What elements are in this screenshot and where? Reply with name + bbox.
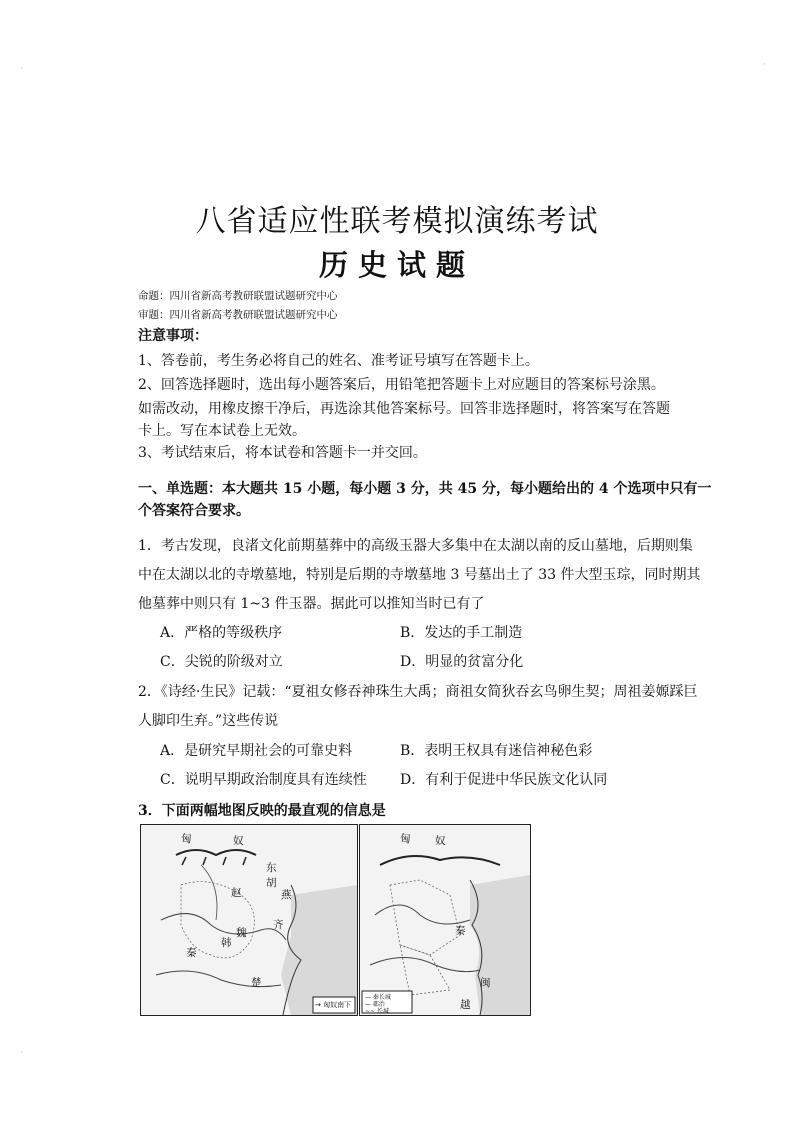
- map-label: 东: [266, 862, 277, 874]
- map-label: 齐: [273, 919, 284, 931]
- map-label: 奴: [233, 835, 244, 847]
- map-label: 越: [460, 999, 471, 1011]
- map-label: 韩: [221, 937, 232, 949]
- question-stem: 人脚印生弃。”这些传说: [138, 713, 279, 729]
- option-c[interactable]: C．说明早期政治制度具有连续性: [160, 772, 367, 788]
- option-b[interactable]: B．发达的手工制造: [400, 625, 523, 641]
- map-label: 赵: [231, 887, 242, 899]
- option-c[interactable]: C．尖锐的阶级对立: [160, 654, 283, 670]
- map-qin-dynasty: [359, 824, 531, 1016]
- notice-item: 2、回答选择题时，选出每小题答案后，用铅笔把答题卡上对应题目的答案标号涂黑。: [138, 377, 665, 393]
- map-label: 匈: [400, 833, 411, 845]
- notice-item: 1、答卷前，考生务必将自己的姓名、准考证号填写在答题卡上。: [138, 353, 539, 369]
- reviewer-line: 审题：四川省新高考教研联盟试题研究中心: [138, 309, 338, 321]
- scan-speck: ·: [20, 64, 23, 74]
- map-label: 燕: [281, 889, 292, 901]
- notice-item: 如需改动，用橡皮擦干净后，再选涂其他答案标号。回答非选择题时，将答案写在答题: [138, 401, 670, 417]
- notice-item: 卡上。写在本试卷上无效。: [138, 423, 306, 439]
- map-legend: — 郡治: [365, 1001, 385, 1008]
- map-label: 秦: [455, 925, 466, 937]
- map-label: 楚: [251, 977, 262, 989]
- map-right-graphic: [360, 825, 530, 1015]
- option-d[interactable]: D．明显的贫富分化: [400, 654, 524, 670]
- map-label: 奴: [435, 835, 446, 847]
- question-stem: 2．《诗经·生民》记载：“夏祖女修吞神珠生大禹；商祖女简狄吞玄鸟卵生契；周祖姜嫄踩巨: [138, 684, 698, 700]
- question-stem: 3．下面两幅地图反映的最直观的信息是: [138, 803, 386, 819]
- question-stem: 1．考古发现，良渚文化前期墓葬中的高级玉器大多集中在太湖以南的反山墓地，后期则集: [138, 538, 693, 554]
- map-legend: ~~ 长城: [365, 1008, 389, 1015]
- option-d[interactable]: D．有利于促进中华民族文化认同: [400, 772, 608, 788]
- map-left-graphic: [141, 825, 357, 1015]
- map-label: 闽: [480, 977, 491, 989]
- option-b[interactable]: B．表明王权具有迷信神秘色彩: [400, 743, 593, 759]
- setter-line: 命题：四川省新高考教研联盟试题研究中心: [138, 290, 338, 302]
- scan-speck: ·: [763, 60, 766, 70]
- map-label: 胡: [266, 877, 277, 889]
- option-a[interactable]: A．严格的等级秩序: [160, 625, 283, 641]
- section-heading: 一、单选题：本大题共 15 小题，每小题 3 分，共 45 分，每小题给出的 4 个选项中只有一: [138, 481, 712, 497]
- scan-speck: ·: [20, 1048, 23, 1058]
- section-heading-cont: 个答案符合要求。: [138, 503, 250, 519]
- option-a[interactable]: A．是研究早期社会的可靠史料: [160, 743, 353, 759]
- page-title: 八省适应性联考模拟演练考试: [195, 204, 599, 239]
- question-stem: 他墓葬中则只有 1~3 件玉器。据此可以推知当时已有了: [138, 596, 485, 612]
- notice-heading: 注意事项：: [138, 328, 208, 344]
- map-legend: → 匈奴南下: [315, 1001, 352, 1009]
- map-warring-states: [140, 824, 358, 1016]
- exam-subject: 历史试题: [318, 248, 475, 282]
- map-label: 魏: [236, 927, 247, 939]
- map-legend: — 秦长城: [365, 994, 391, 1001]
- question-stem: 中在太湖以北的寺墩墓地，特别是后期的寺墩墓地 3 号墓出土了 33 件大型玉琮，同时期其: [138, 567, 701, 583]
- map-label: 匈: [181, 833, 192, 845]
- map-label: 秦: [186, 947, 197, 959]
- notice-item: 3、考试结束后，将本试卷和答题卡一并交回。: [138, 445, 427, 461]
